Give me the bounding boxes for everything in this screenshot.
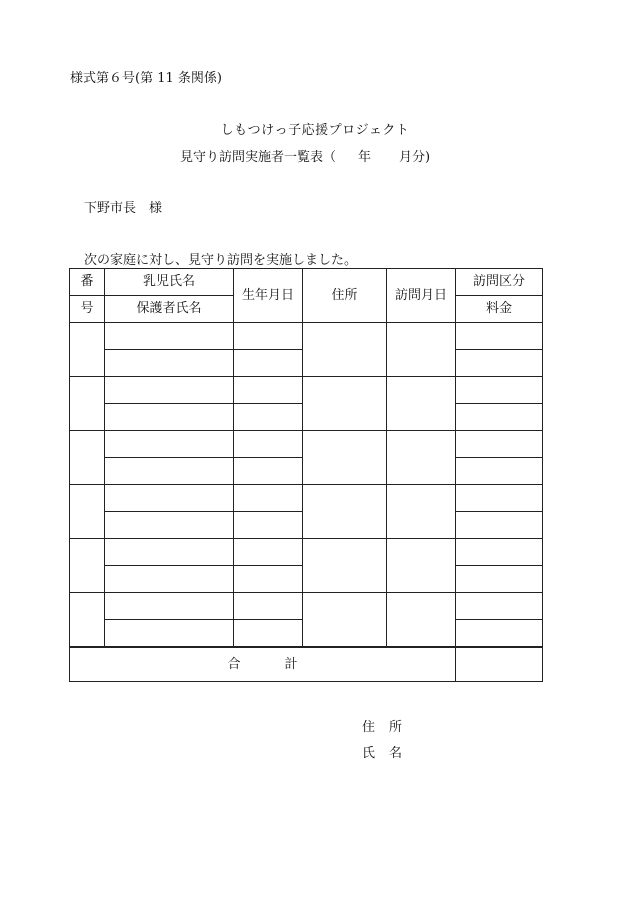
header-address: 住所 [303, 269, 387, 323]
signature-address-label [362, 716, 402, 735]
guardian-name-cell[interactable] [105, 566, 234, 593]
entry-number-cell[interactable] [70, 431, 105, 485]
signature-name-label [362, 742, 402, 761]
address-cell[interactable] [303, 593, 387, 648]
entry-number-cell[interactable] [70, 539, 105, 593]
entry-row [70, 323, 543, 350]
entry-number-cell[interactable] [70, 377, 105, 431]
total-label-1: 合 [227, 656, 241, 672]
visit-date-cell[interactable] [387, 431, 456, 485]
visit-type-cell[interactable] [456, 593, 543, 620]
birth-date-cell-2[interactable] [234, 458, 303, 485]
header-number-top: 番 [70, 269, 105, 296]
title-year-label: 年 [358, 150, 372, 165]
entry-number-cell[interactable] [70, 323, 105, 377]
visit-date-cell[interactable] [387, 485, 456, 539]
visit-type-cell[interactable] [456, 539, 543, 566]
fee-cell[interactable] [456, 566, 543, 593]
fee-cell[interactable] [456, 404, 543, 431]
birth-date-cell[interactable] [234, 485, 303, 512]
visit-type-cell[interactable] [456, 323, 543, 350]
infant-name-cell[interactable] [105, 485, 234, 512]
header-fee: 料金 [456, 296, 543, 323]
header-row-1 [70, 269, 543, 296]
address-cell[interactable] [303, 485, 387, 539]
visit-date-cell[interactable] [387, 593, 456, 648]
visit-date-cell[interactable] [387, 377, 456, 431]
fee-cell[interactable] [456, 512, 543, 539]
intro-text: 次の家庭に対し、見守り訪問を実施しました。 [84, 253, 358, 268]
title-list-prefix: 見守り訪問実施者一覧表（ [180, 150, 337, 165]
signature-address-char-1: 住 [362, 720, 376, 735]
guardian-name-cell[interactable] [105, 458, 234, 485]
guardian-name-cell[interactable] [105, 350, 234, 377]
birth-date-cell-2[interactable] [234, 404, 303, 431]
header-infant-name: 乳児氏名 [105, 269, 234, 296]
visit-table [69, 268, 543, 682]
birth-date-cell[interactable] [234, 323, 303, 350]
guardian-name-cell[interactable] [105, 620, 234, 648]
header-visit-date: 訪問月日 [387, 269, 456, 323]
fee-cell[interactable] [456, 350, 543, 377]
entry-number-cell[interactable] [70, 593, 105, 648]
header-number-bottom: 号 [70, 296, 105, 323]
birth-date-cell-2[interactable] [234, 350, 303, 377]
signature-name-char-2: 名 [389, 746, 403, 761]
fee-cell[interactable] [456, 620, 543, 648]
infant-name-cell[interactable] [105, 431, 234, 458]
birth-date-cell[interactable] [234, 431, 303, 458]
guardian-name-cell[interactable] [105, 512, 234, 539]
birth-date-cell-2[interactable] [234, 620, 303, 648]
entry-row [70, 377, 543, 404]
visit-type-cell[interactable] [456, 485, 543, 512]
title-month-label: 月分) [399, 150, 431, 165]
entry-row [70, 431, 543, 458]
infant-name-cell[interactable] [105, 593, 234, 620]
total-value-cell[interactable] [456, 647, 543, 682]
visit-date-cell[interactable] [387, 539, 456, 593]
header-visit-type: 訪問区分 [456, 269, 543, 296]
infant-name-cell[interactable] [105, 539, 234, 566]
signature-address-char-2: 所 [389, 720, 403, 735]
visit-type-cell[interactable] [456, 377, 543, 404]
entry-row [70, 485, 543, 512]
signature-name-char-1: 氏 [362, 746, 376, 761]
birth-date-cell[interactable] [234, 593, 303, 620]
birth-date-cell-2[interactable] [234, 512, 303, 539]
address-cell[interactable] [303, 431, 387, 485]
entry-row [70, 593, 543, 620]
visit-type-cell[interactable] [456, 431, 543, 458]
infant-name-cell[interactable] [105, 377, 234, 404]
fee-cell[interactable] [456, 458, 543, 485]
title-list [180, 146, 430, 165]
infant-name-cell[interactable] [105, 323, 234, 350]
addressee: 下野市長 様 [84, 201, 163, 216]
header-guardian-name: 保護者氏名 [105, 296, 234, 323]
birth-date-cell[interactable] [234, 539, 303, 566]
address-cell[interactable] [303, 539, 387, 593]
address-cell[interactable] [303, 377, 387, 431]
entry-number-cell[interactable] [70, 485, 105, 539]
address-cell[interactable] [303, 323, 387, 377]
total-label [70, 647, 456, 682]
birth-date-cell[interactable] [234, 377, 303, 404]
birth-date-cell-2[interactable] [234, 566, 303, 593]
total-label-2: 計 [284, 656, 298, 672]
form-number: 様式第６号(第 11 条関係) [70, 71, 222, 86]
guardian-name-cell[interactable] [105, 404, 234, 431]
header-birth-date: 生年月日 [234, 269, 303, 323]
total-row [70, 647, 543, 682]
title-project: しもつけっ子応援プロジェクト [220, 123, 410, 138]
visit-date-cell[interactable] [387, 323, 456, 377]
entry-row [70, 539, 543, 566]
